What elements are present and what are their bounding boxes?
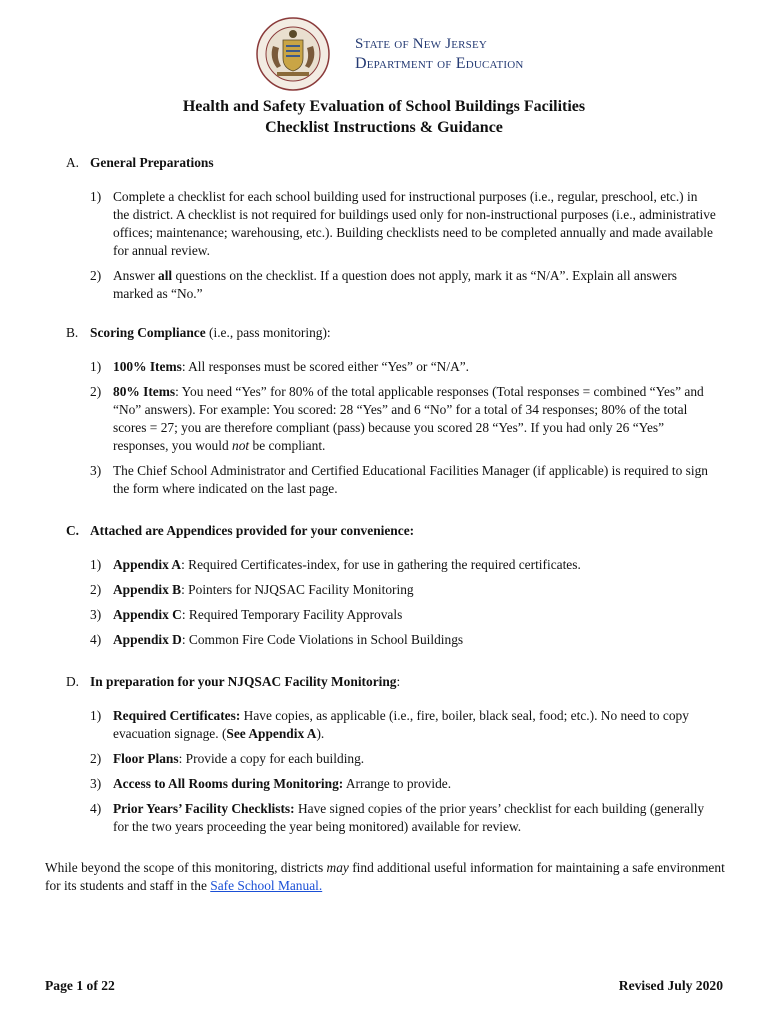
page-number: Page 1 of 22 xyxy=(45,978,115,993)
list-item: 3) The Chief School Administrator and Certified Educational Facilities Manager (if applicable) is required to sign the form where indicated on the last page. xyxy=(90,463,708,496)
section-general-preparations xyxy=(66,154,716,310)
section-scoring-compliance xyxy=(66,324,716,505)
list-item: 1) Required Certificates: Have copies, as applicable (i.e., fire, boiler, black seal, food; etc.). No need to copy evacuation signage. (See Appendix A). xyxy=(90,708,689,741)
safe-school-manual-link[interactable]: Safe School Manual. xyxy=(210,878,323,893)
title-line-2: Checklist Instructions & Guidance xyxy=(265,119,503,136)
list-item: 1) Appendix A: Required Certificates-index, for use in gathering the required certificates. xyxy=(90,557,581,572)
list-item: 1) Complete a checklist for each school building used for instructional purposes (i.e., regular, preschool, etc.) in the district. A checklist is not required for buildings used only for non-instructional purposes (i.e., administrative offices; maintenance; warehousing, etc.). Building checklists need to be completed annually and made available for annual review. xyxy=(90,189,716,258)
page-footer xyxy=(45,978,723,994)
list-item: 2) Answer all questions on the checklist. If a question does not apply, mark it as “N/A”. Explain all answers marked as “No.” xyxy=(90,268,678,301)
section-letter: B. xyxy=(66,325,79,340)
title-line-1: Health and Safety Evaluation of School Buildings Facilities xyxy=(182,98,586,115)
section-heading: B. Scoring Compliance (i.e., pass monitoring): xyxy=(66,325,331,340)
page-header xyxy=(255,16,524,92)
nj-state-seal-icon xyxy=(255,16,347,92)
section-letter: A. xyxy=(66,155,80,170)
list-item: 3) Access to All Rooms during Monitoring: Arrange to provide. xyxy=(90,776,452,791)
list-item: 4) Prior Years’ Facility Checklists: Have signed copies of the prior years’ checklist for each building (generally for the two years proceeding the year being monitored) available for review. xyxy=(90,801,705,834)
section-appendices xyxy=(66,522,716,656)
list-item: 2) Appendix B: Pointers for NJQSAC Facility Monitoring xyxy=(90,582,414,597)
section-letter: C. xyxy=(66,523,80,538)
section-heading xyxy=(66,522,716,540)
section-letter: D. xyxy=(66,674,80,689)
list-item: 2) Floor Plans: Provide a copy for each building. xyxy=(90,751,365,766)
revision-date: Revised July 2020 xyxy=(618,978,723,993)
agency-line-department: Department of Education xyxy=(355,55,524,72)
section-title: In preparation for your NJQSAC Facility Monitoring xyxy=(90,674,397,689)
list-item: 4) Appendix D: Common Fire Code Violations in School Buildings xyxy=(90,632,464,647)
list xyxy=(66,556,716,649)
section-title: Attached are Appendices provided for your convenience: xyxy=(90,523,415,538)
section-title: Scoring Compliance xyxy=(90,325,206,340)
list-item: 2) 80% Items: You need “Yes” for 80% of the total applicable responses (Total responses = combined “Yes” and “No” answers). For example: You scored: 28 “Yes” and 6 “No” for a total of 34 responses; 80% of the total scores = 27; you are therefore compliant (pass) because you scored 28 “Yes”. If you had only 26 “Yes” responses, you would not be compliant. xyxy=(90,384,704,453)
page-title xyxy=(0,96,768,138)
section-heading xyxy=(66,154,716,172)
agency-line-state: State of New Jersey xyxy=(355,36,488,52)
agency-name xyxy=(355,34,524,74)
list xyxy=(66,358,716,498)
section-njqsac-preparation xyxy=(66,673,716,843)
list-item: 1) 100% Items: All responses must be scored either “Yes” or “N/A”. xyxy=(90,359,470,374)
list xyxy=(66,188,716,303)
section-title: General Preparations xyxy=(90,155,214,170)
list xyxy=(66,707,716,836)
closing-paragraph: While beyond the scope of this monitoring, districts may find additional useful information for maintaining a safe environment for its students and staff in the Safe School Manual. xyxy=(45,860,725,893)
section-heading: D. In preparation for your NJQSAC Facility Monitoring: xyxy=(66,674,401,689)
list-item: 3) Appendix C: Required Temporary Facility Approvals xyxy=(90,607,403,622)
